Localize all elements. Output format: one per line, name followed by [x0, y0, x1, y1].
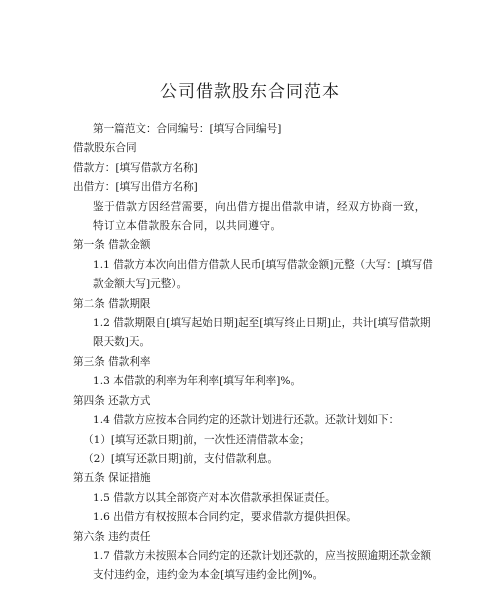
paragraph-contract-name: 借款股东合同: [73, 142, 137, 155]
article-5-heading: 第五条 保证措施: [73, 472, 151, 485]
clause-1-7: 1.7 借款方未按照本合同约定的还款计划还款的，应当按照逾期还款金额支付违约金，违约金为本金[填写违约金比例]%。: [93, 549, 432, 582]
clause-1-5: 1.5 借款方以其全部资产对本次借款承担保证责任。: [93, 491, 336, 504]
repayment-item-1: （1）[填写还款日期]前，一次性还清借款本金；: [83, 433, 310, 446]
article-3-heading: 第三条 借款利率: [73, 355, 151, 368]
paragraph-borrower: 借款方：[填写借款方名称]: [73, 161, 198, 174]
clause-1-3: 1.3 本借款的利率为年利率[填写年利率]%。: [93, 375, 302, 388]
clause-1-6: 1.6 出借方有权按照本合同约定，要求借款方提供担保。: [93, 511, 357, 524]
article-4-heading: 第四条 还款方式: [73, 394, 151, 407]
article-6-heading: 第六条 违约责任: [73, 530, 151, 543]
article-2-heading: 第二条 借款期限: [73, 297, 151, 310]
document-title: 公司借款股东合同范本: [160, 82, 340, 102]
paragraph-contract-number: 第一篇范文：合同编号：[填写合同编号]: [93, 123, 282, 135]
paragraph-preamble: 鉴于借款方因经营需要，向出借方提出借款申请，经双方协商一致，特订立本借款股东合同，以共同遵守。: [93, 200, 426, 233]
clause-1-2: 1.2 借款期限自[填写起始日期]起至[填写终止日期]止，共计[填写借款期限天数]天。: [93, 317, 431, 349]
document-body: [73, 120, 433, 586]
paragraph-lender: 出借方：[填写出借方名称]: [73, 181, 198, 194]
clause-1-4: 1.4 借款方应按本合同约定的还款计划进行还款。还款计划如下：: [93, 414, 400, 427]
repayment-item-2: （2）[填写还款日期]前，支付借款利息。: [83, 452, 279, 465]
clause-1-1: 1.1 借款方本次向出借方借款人民币[填写借款金额]元整（大写：[填写借款金额大写]元整）。: [93, 258, 433, 291]
article-1-heading: 第一条 借款金额: [73, 239, 151, 252]
